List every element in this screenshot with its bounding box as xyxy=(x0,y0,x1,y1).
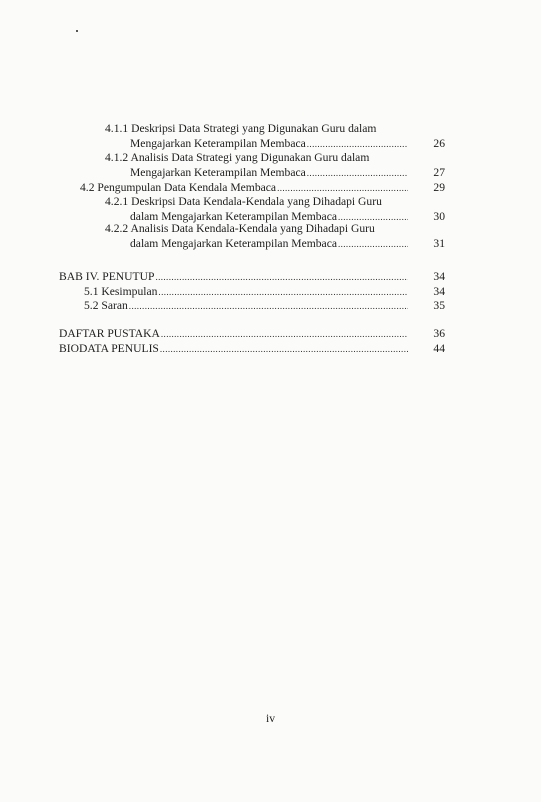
dot-leader xyxy=(277,181,408,195)
toc-entry-heading: 4.1.1 Deskripsi Data Strategi yang Digunakan Guru dalam xyxy=(105,122,377,135)
dot-leader xyxy=(161,327,408,341)
toc-entry-label: DAFTAR PUSTAKA xyxy=(59,327,160,340)
toc-page-number: 34 xyxy=(433,285,445,298)
toc-page-number: 29 xyxy=(433,181,445,194)
toc-entry-line xyxy=(130,166,409,180)
toc-page-number: 36 xyxy=(433,327,445,340)
dot-leader xyxy=(160,342,408,356)
toc-entry-line xyxy=(59,342,409,356)
page-folio: iv xyxy=(265,712,276,725)
dot-leader xyxy=(129,299,408,313)
toc-entry-label: dalam Mengajarkan Keterampilan Membaca xyxy=(130,237,337,250)
toc-entry-heading: 4.2.2 Analisis Data Kendala-Kendala yang Dihadapi Guru xyxy=(105,222,375,235)
toc-entry-line xyxy=(59,327,409,341)
toc-entry-label: Mengajarkan Keterampilan Membaca xyxy=(130,137,306,150)
dot-leader xyxy=(307,166,408,180)
toc-entry-line xyxy=(59,270,409,284)
dot-leader xyxy=(338,237,408,251)
toc-entry-label: 5.2 Saran xyxy=(84,299,128,312)
toc-entry-heading: 4.1.2 Analisis Data Strategi yang Digunakan Guru dalam xyxy=(105,151,370,164)
toc-page-number: 26 xyxy=(433,137,445,150)
toc-page-number: 35 xyxy=(433,299,445,312)
dot-leader xyxy=(158,285,408,299)
toc-page-number: 30 xyxy=(433,210,445,223)
scan-speck xyxy=(76,30,78,32)
dot-leader xyxy=(307,137,408,151)
toc-entry-label: Mengajarkan Keterampilan Membaca xyxy=(130,166,306,179)
toc-page-number: 27 xyxy=(433,166,445,179)
toc-entry-label: 4.2 Pengumpulan Data Kendala Membaca xyxy=(80,181,277,194)
toc-entry-label: BIODATA PENULIS xyxy=(59,342,159,355)
toc-entry-line xyxy=(80,181,409,195)
toc-page-number: 44 xyxy=(433,342,445,355)
toc-entry-heading: 4.2.1 Deskripsi Data Kendala-Kendala yang Dihadapi Guru xyxy=(105,195,382,208)
toc-entry-line xyxy=(130,137,409,151)
toc-entry-line xyxy=(84,285,409,299)
toc-entry-line xyxy=(84,299,409,313)
toc-page-number: 31 xyxy=(433,237,445,250)
toc-entry-label: 5.1 Kesimpulan xyxy=(84,285,158,298)
dot-leader xyxy=(155,270,408,284)
toc-page-number: 34 xyxy=(433,270,445,283)
toc-entry-label: BAB IV. PENUTUP xyxy=(59,270,155,283)
toc-entry-line xyxy=(130,237,409,251)
toc-entry-label: dalam Mengajarkan Keterampilan Membaca xyxy=(130,210,337,223)
